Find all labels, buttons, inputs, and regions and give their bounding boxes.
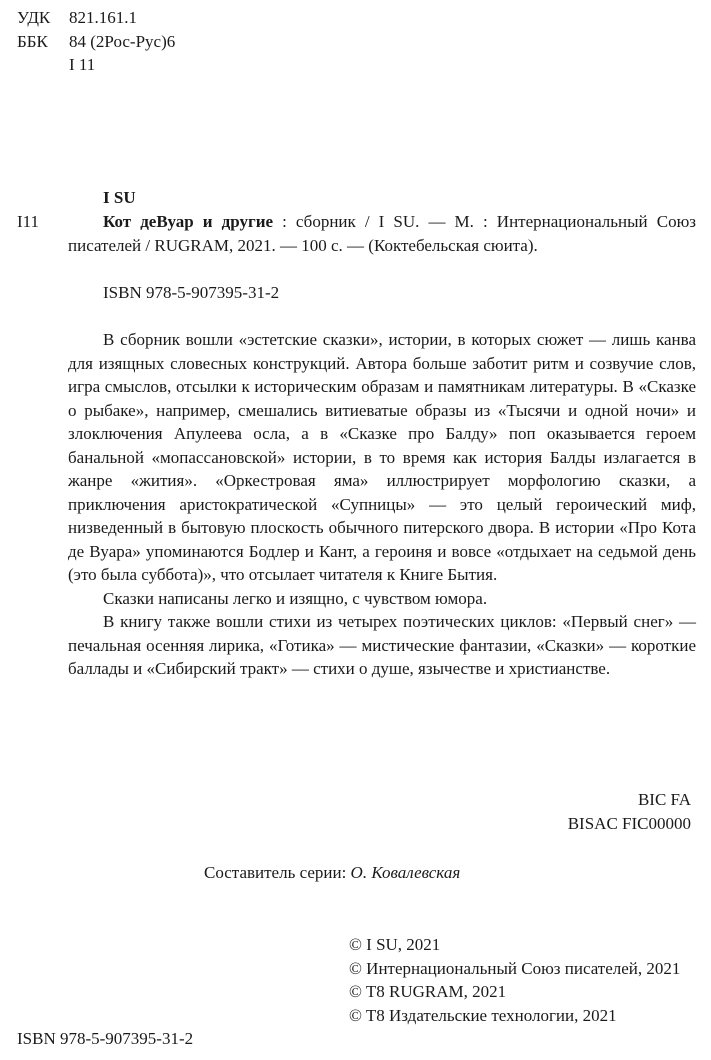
bibliographic-details: : сборник / I SU. — М. : Интернациональный Союз писателей / RUGRAM, 2021. — 100 с. — (Коктебельская сюита).	[68, 212, 696, 255]
annotation-paragraph: Сказки написаны легко и изящно, с чувством юмора.	[103, 588, 488, 608]
copyright-line: © T8 RUGRAM, 2021	[349, 982, 507, 1001]
series-editor-name: О. Ковалевская	[350, 863, 461, 882]
isbn-bottom: ISBN 978-5-907395-31-2	[17, 1029, 194, 1048]
code-value: 821.161.1	[69, 8, 137, 27]
copyright-line: © I SU, 2021	[349, 935, 441, 954]
copyright-line: © T8 Издательские технологии, 2021	[349, 1005, 617, 1025]
bisac-code: BISAC FIC00000	[567, 813, 691, 833]
copyright-line: © Интернациональный Союз писателей, 2021	[349, 958, 681, 978]
copyright-block	[349, 933, 711, 1027]
annotation	[68, 328, 696, 681]
annotation-paragraph: В сборник вошли «эстетские сказки», истории, в которых сюжет — лишь канва для изящных словесных конструкций. Автора больше заботит ритм и созвучие слов, игра смыслов, отсылки к историческим образам и памятникам литературы. В «Сказке о рыбаке», например, смешались витиеватые образы из «Тысячи и одной ночи» и злоключения Апулеева осла, а в «Сказке про Балду» поп оказывается героем банальной «мопассановской» истории, в то время как история Балды излагается в жанре «жития». «Оркестровая яма» иллюстрирует морфологию сказки, а приключения аристократической «Супницы» — это целый героический миф, низведенный в бытовую плоскость обычного питерского двора. В истории «Про Кота де Вуара» упоминаются Бодлер и Кант, а героиня и вовсе «отдыхает на седьмой день (это была суббота)», что отсылает читателя к Книге Бытия.	[68, 330, 696, 584]
book-title: Кот деВуар и другие	[103, 212, 274, 231]
series-label: Составитель серии:	[204, 863, 351, 882]
isbn-top: ISBN 978-5-907395-31-2	[103, 283, 280, 302]
classification-codes	[17, 6, 175, 77]
author-heading: I SU	[103, 188, 136, 207]
annotation-paragraph: В книгу также вошли стихи из четырех поэтических циклов: «Первый снег» — печальная осенняя лирика, «Готика» — мистические фантазии, «Сказки» — короткие баллады и «Сибирский тракт» — стихи о душе, язычестве и христианстве.	[68, 612, 696, 678]
bic-code: BIC FA	[637, 790, 691, 809]
code-value: 84 (2Рос-Рус)6	[69, 31, 176, 51]
udk-row	[17, 6, 175, 30]
bbk-row	[17, 30, 175, 54]
code-key	[17, 53, 69, 77]
bibliographic-description	[68, 210, 696, 257]
series-editor	[204, 861, 460, 885]
subject-codes	[568, 788, 691, 835]
code-key: УДК	[17, 8, 51, 27]
author-sign: I11	[17, 212, 40, 231]
author-sign-row	[17, 53, 175, 77]
code-value: I 11	[69, 55, 96, 74]
code-key: ББК	[17, 31, 48, 51]
